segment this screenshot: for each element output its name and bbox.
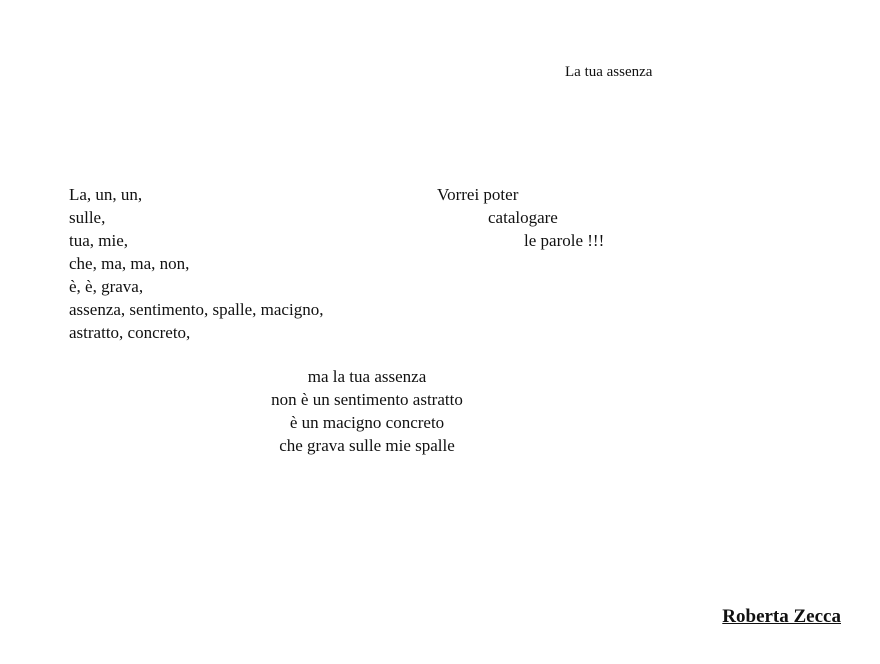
author-signature: Roberta Zecca bbox=[722, 606, 841, 627]
scrambled-line: assenza, sentimento, spalle, macigno, bbox=[69, 300, 324, 319]
poem-line: è un macigno concreto bbox=[289, 413, 445, 432]
wish-block bbox=[437, 183, 604, 252]
scrambled-line: è, è, grava, bbox=[69, 277, 144, 296]
scrambled-line: sulle, bbox=[69, 208, 106, 227]
scrambled-line: che, ma, ma, non, bbox=[69, 254, 190, 273]
scrambled-line: La, un, un, bbox=[69, 185, 143, 204]
scrambled-line: tua, mie, bbox=[69, 231, 129, 250]
poem-line: che grava sulle mie spalle bbox=[279, 436, 455, 455]
wish-line: catalogare bbox=[488, 208, 558, 227]
poem-title: La tua assenza bbox=[565, 64, 653, 80]
poem-stanza bbox=[250, 365, 484, 457]
wish-line: Vorrei poter bbox=[437, 185, 519, 204]
scrambled-words-block bbox=[69, 183, 323, 344]
poem-line: non è un sentimento astratto bbox=[271, 390, 463, 409]
scrambled-line: astratto, concreto, bbox=[69, 323, 191, 342]
wish-line: le parole !!! bbox=[524, 231, 605, 250]
poem-line: ma la tua assenza bbox=[307, 367, 427, 386]
